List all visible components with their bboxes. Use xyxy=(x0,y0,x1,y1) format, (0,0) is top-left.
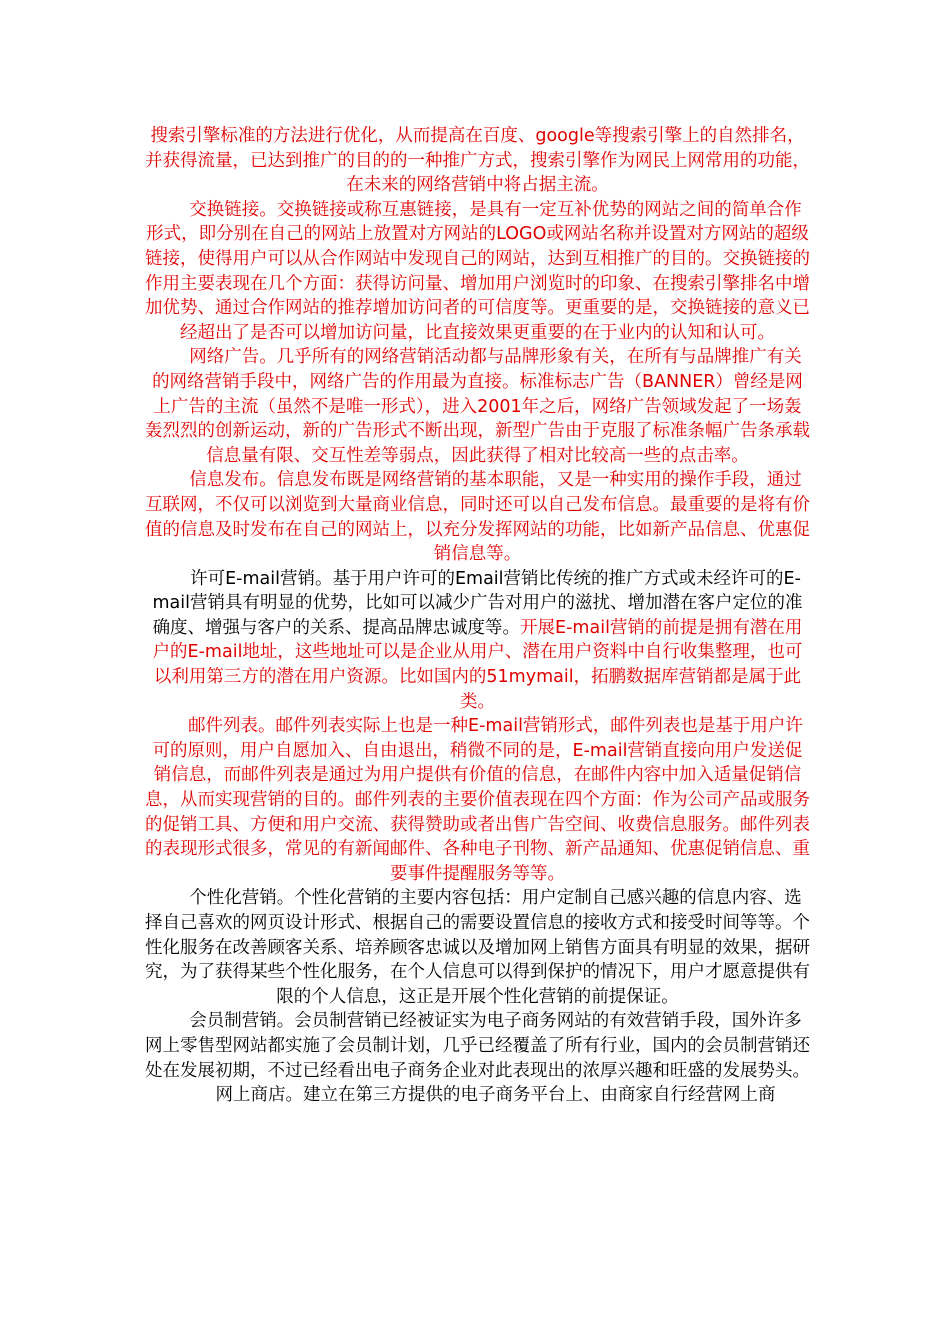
paragraph-personalized: 个性化营销。个性化营销的主要内容包括：用户定制自己感兴趣的信息内容、选择自己喜欢的网页设计形式、根据自己的需要设置信息的接收方式和接受时间等等。个性化服务在改善顾客关系、培养顾客忠诚以及增加网上销售方面具有明显的效果，据研究，为了获得某些个性化服务，在个人信息可以得到保护的情况下，用户才愿意提供有限的个人信息，这正是开展个性化营销的前提保证。 xyxy=(145,888,810,1007)
paragraph-link-exchange: 交换链接。交换链接或称互惠链接，是具有一定互补优势的网站之间的简单合作形式，即分别在自己的网站上放置对方网站的LOGO或网站名称并设置对方网站的超级链接，使得用户可以从合作网站中发现自己的网站，达到互相推广的目的。交换链接的作用主要表现在几个方面：获得访问量、增加用户浏览时的印象、在搜索引擎排名中增加优势、通过合作网站的推荐增加访问者的可信度等。更重要的是，交换链接的意义已经超出了是否可以增加访问量，比直接效果更重要的在于业内的认知和认可。 xyxy=(145,199,810,343)
paragraph-online-store: 网上商店。建立在第三方提供的电子商务平台上、由商家自行经营网上商 xyxy=(215,1085,776,1106)
permission-email-prerequisite: 开展E-mail营销的前提是拥有潜在用户的E-mail地址，这些地址可以是企业从用户、潜在用户资料中自行收集整理，也可以利用第三方的潜在用户资源。比如国内的51mymail，拓鹏数据库营销都是属于此类。 xyxy=(152,617,803,712)
paragraph-online-ads: 网络广告。几乎所有的网络营销活动都与品牌形象有关，在所有与品牌推广有关的网络营销手段中，网络广告的作用最为直接。标准标志广告（BANNER）曾经是网上广告的主流（虽然不是唯一形式），进入2001年之后，网络广告领域发起了一场轰轰烈烈的创新运动，新的广告形式不断出现，新型广告由于克服了标准条幅广告条承载信息量有限、交互性差等弱点，因此获得了相对比较高一些的点击率。 xyxy=(145,347,810,466)
paragraph-membership: 会员制营销。会员制营销已经被证实为电子商务网站的有效营销手段，国外许多网上零售型网站都实施了会员制计划，几乎已经覆盖了所有行业，国内的会员制营销还处在发展初期，不过已经看出电子商务企业对此表现出的浓厚兴趣和旺盛的发展势头。 xyxy=(145,1011,810,1081)
paragraph-mailing-list: 邮件列表。邮件列表实际上也是一种E-mail营销形式，邮件列表也是基于用户许可的原则，用户自愿加入、自由退出，稍微不同的是，E-mail营销直接向用户发送促销信息，而邮件列表是通过为用户提供有价值的信息，在邮件内容中加入适量促销信息，从而实现营销的目的。邮件列表的主要价值表现在四个方面：作为公司产品或服务的促销工具、方便和用户交流、获得赞助或者出售广告空间、收费信息服务。邮件列表的表现形式很多，常见的有新闻邮件、各种电子刊物、新产品通知、优惠促销信息、重要事件提醒服务等等。 xyxy=(145,716,810,884)
paragraph-info-publish: 信息发布。信息发布既是网络营销的基本职能，又是一种实用的操作手段，通过互联网，不仅可以浏览到大量商业信息，同时还可以自己发布信息。最重要的是将有价值的信息及时发布在自己的网站上，以充分发挥网站的功能，比如新产品信息、优惠促销信息等。 xyxy=(145,470,810,565)
paragraph-permission-email xyxy=(145,567,810,715)
permission-email-intro: 许可E-mail营销。基于用户许可的Email营销比传统的推广方式或未经许可的E-mail营销具有明显的优势，比如可以减少广告对用户的滋扰、增加潜在客户定位的准确度、增强与客户的关系、提高品牌忠诚度等。 xyxy=(152,568,803,638)
paragraph-search-engine-tail: 搜索引擎标准的方法进行优化，从而提高在百度、google等搜索引擎上的自然排名，并获得流量，已达到推广的目的的一种推广方式，搜索引擎作为网民上网常用的功能，在未来的网络营销中将占据主流。 xyxy=(145,126,810,196)
